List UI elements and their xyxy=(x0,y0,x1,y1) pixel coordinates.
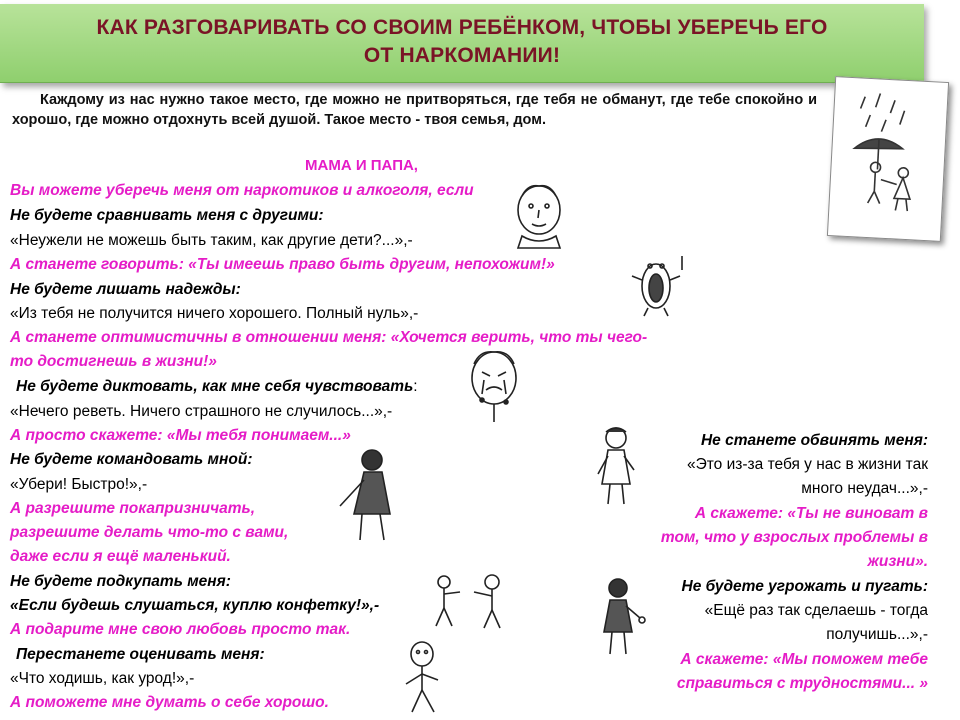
left-line-8-text: Не будете диктовать, как мне себя чувствовать xyxy=(16,378,414,395)
left-line-2: «Неужели не можешь быть таким, как другие дети?...»,- xyxy=(10,232,413,249)
right-line-3: много неудач...»,- xyxy=(801,480,928,497)
left-line-19: Перестанете оценивать меня: xyxy=(16,646,265,663)
bribe-figures-drawing xyxy=(426,570,516,630)
left-line-1: Не будете сравнивать меня с другими: xyxy=(10,207,324,224)
walking-child-drawing xyxy=(392,638,452,718)
left-line-17: «Если будешь слушаться, куплю конфетку!»,- xyxy=(10,597,380,614)
intro-paragraph: Каждому из нас нужно такое место, где можно не притворяться, где тебя не обманут, где тебе спокойно и хорошо, где можно отдохнуть всей душой. Такое место - твоя семья, дом. xyxy=(12,92,817,128)
right-line-1: Не станете обвинять меня: xyxy=(700,432,928,449)
title-banner xyxy=(0,4,924,83)
bug-figure-drawing xyxy=(628,250,688,320)
left-line-14: разрешите делать что-то с вами, xyxy=(10,524,289,541)
page-title xyxy=(0,14,924,70)
left-line-8-colon: : xyxy=(413,378,418,395)
threatened-child-drawing xyxy=(596,576,646,658)
left-line-5: «Из тебя не получится ничего хорошего. Полный нуль»,- xyxy=(10,305,419,322)
rain-umbrella-drawing xyxy=(827,76,949,242)
parents-heading: МАМА И ПАПА, xyxy=(305,157,418,174)
left-line-18: А подарите мне свою любовь просто так. xyxy=(10,621,351,638)
title-line-2: ОТ НАРКОМАНИИ! xyxy=(363,44,561,67)
left-line-13: А разрешите покапризничать, xyxy=(10,500,256,517)
left-line-6: А станете оптимистичны в отношении меня: «Хочется верить, что ты чего- xyxy=(10,329,648,346)
child-face-drawing xyxy=(508,180,570,252)
left-line-20: «Что ходишь, как урод!»,- xyxy=(10,670,195,687)
left-line-12: «Убери! Быстро!»,- xyxy=(10,476,148,493)
right-line-9: получишь...»,- xyxy=(826,626,928,643)
left-line-10: А просто скажете: «Мы тебя понимаем...» xyxy=(10,427,351,444)
left-line-15: даже если я ещё маленький. xyxy=(10,548,231,565)
right-line-5: том, что у взрослых проблемы в xyxy=(660,529,928,546)
right-line-10: А скажете: «Мы поможем тебе xyxy=(680,651,928,668)
title-line-1: КАК РАЗГОВАРИВАТЬ СО СВОИМ РЕБЁНКОМ, ЧТОБЫ УБЕРЕЧЬ ЕГО xyxy=(96,16,828,39)
right-line-4: А скажете: «Ты не виноват в xyxy=(694,505,928,522)
blamed-child-drawing xyxy=(592,424,642,508)
subheading: Вы можете уберечь меня от наркотиков и алкоголя, если xyxy=(10,182,474,199)
child-commanded-drawing xyxy=(332,444,406,544)
right-line-2: «Это из-за тебя у нас в жизни так xyxy=(687,456,928,473)
left-line-16: Не будете подкупать меня: xyxy=(10,573,231,590)
right-line-8: «Ещё раз так сделаешь - тогда xyxy=(704,602,928,619)
left-line-21: А поможете мне думать о себе хорошо. xyxy=(10,694,329,711)
right-line-6: жизни». xyxy=(867,553,928,570)
crying-face-drawing xyxy=(462,342,526,426)
left-line-11: Не будете командовать мной: xyxy=(10,451,253,468)
right-line-11: справиться с трудностями... » xyxy=(676,675,928,692)
left-line-7: то достигнешь в жизни!» xyxy=(10,353,217,370)
left-line-8 xyxy=(16,378,418,396)
left-line-9: «Нечего реветь. Ничего страшного не случилось...»,- xyxy=(10,403,393,420)
right-line-7: Не будете угрожать и пугать: xyxy=(681,578,928,595)
left-line-3: А станете говорить: «Ты имеешь право быть другим, непохожим!» xyxy=(10,256,555,273)
left-line-4: Не будете лишать надежды: xyxy=(10,281,241,298)
